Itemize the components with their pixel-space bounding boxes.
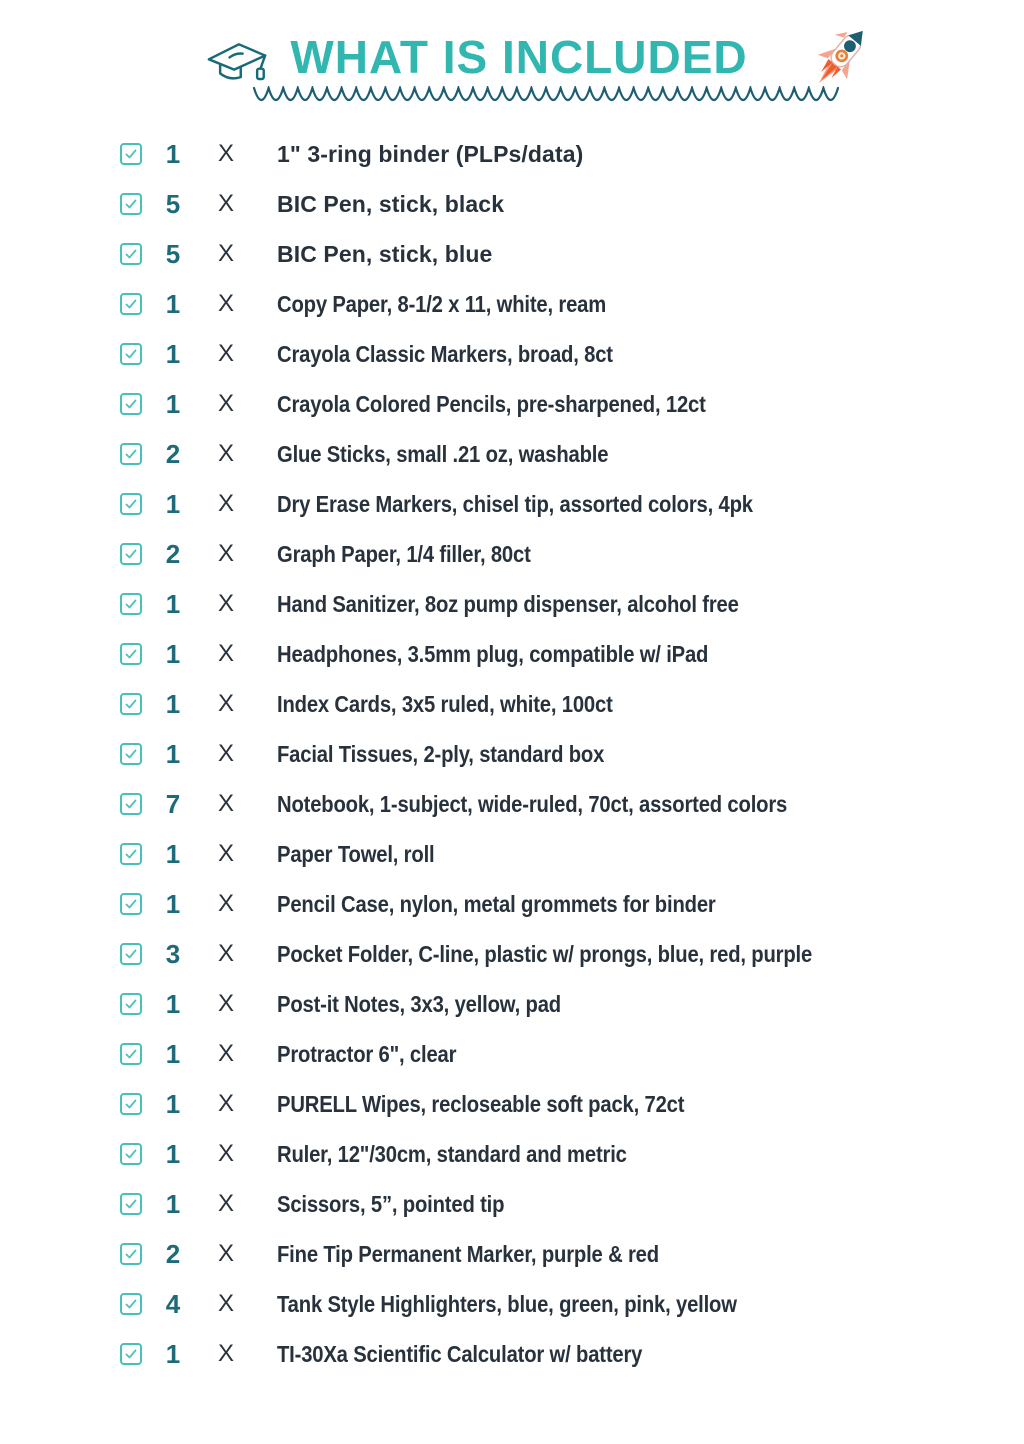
item-x: X — [217, 790, 234, 817]
checkmark-icon — [124, 697, 138, 711]
item-label: Post-it Notes, 3x3, yellow, pad — [277, 990, 561, 1017]
list-item — [0, 1029, 1024, 1079]
item-quantity: 2 — [165, 438, 181, 469]
item-checkbox — [120, 593, 142, 615]
list-item — [0, 629, 1024, 679]
item-checkbox — [120, 943, 142, 965]
item-checkbox — [120, 243, 142, 265]
item-checkbox — [120, 993, 142, 1015]
item-x: X — [217, 1040, 234, 1067]
item-x: X — [217, 1240, 234, 1267]
checkmark-icon — [124, 1297, 138, 1311]
item-checkbox — [120, 643, 142, 665]
item-label: PURELL Wipes, recloseable soft pack, 72ct — [277, 1090, 685, 1117]
item-label: BIC Pen, stick, blue — [277, 240, 493, 267]
item-quantity: 1 — [165, 338, 181, 369]
checkmark-icon — [124, 797, 138, 811]
item-x: X — [217, 690, 234, 717]
item-quantity: 1 — [165, 988, 181, 1019]
list-item — [0, 229, 1024, 279]
item-label: Headphones, 3.5mm plug, compatible w/ iPad — [277, 640, 709, 667]
item-label: Index Cards, 3x5 ruled, white, 100ct — [277, 690, 613, 717]
item-checkbox — [120, 793, 142, 815]
item-quantity: 3 — [165, 938, 181, 969]
item-quantity: 1 — [165, 838, 181, 869]
list-item — [0, 1129, 1024, 1179]
item-checkbox — [120, 143, 142, 165]
checkmark-icon — [124, 947, 138, 961]
item-x: X — [217, 590, 234, 617]
item-label: Copy Paper, 8-1/2 x 11, white, ream — [277, 290, 607, 317]
item-quantity: 1 — [165, 488, 181, 519]
item-x: X — [217, 1290, 234, 1317]
item-checkbox — [120, 743, 142, 765]
checkmark-icon — [124, 497, 138, 511]
item-label: Fine Tip Permanent Marker, purple & red — [277, 1240, 659, 1267]
item-label: Ruler, 12"/30cm, standard and metric — [277, 1140, 627, 1167]
checkmark-icon — [124, 297, 138, 311]
item-label: Graph Paper, 1/4 filler, 80ct — [277, 540, 531, 567]
checkmark-icon — [124, 747, 138, 761]
item-x: X — [217, 740, 234, 767]
wave-divider — [253, 86, 839, 104]
item-label: Tank Style Highlighters, blue, green, pink, yellow — [277, 1290, 737, 1317]
checkmark-icon — [124, 1147, 138, 1161]
checkmark-icon — [124, 1247, 138, 1261]
page-title: WHAT IS INCLUDED — [290, 31, 748, 83]
item-label: Scissors, 5”, pointed tip — [277, 1190, 505, 1217]
item-label: Paper Towel, roll — [277, 840, 435, 867]
item-quantity: 1 — [165, 888, 181, 919]
checkmark-icon — [124, 847, 138, 861]
item-label: Hand Sanitizer, 8oz pump dispenser, alcohol free — [277, 590, 739, 617]
list-item — [0, 329, 1024, 379]
item-x: X — [217, 840, 234, 867]
item-checkbox — [120, 1193, 142, 1215]
list-item — [0, 1329, 1024, 1379]
checkmark-icon — [124, 397, 138, 411]
item-quantity: 1 — [165, 688, 181, 719]
item-quantity: 1 — [165, 1038, 181, 1069]
checkmark-icon — [124, 597, 138, 611]
list-item — [0, 479, 1024, 529]
checkmark-icon — [124, 1197, 138, 1211]
item-quantity: 5 — [165, 238, 181, 269]
item-x: X — [217, 1190, 234, 1217]
item-checkbox — [120, 1243, 142, 1265]
item-checkbox — [120, 443, 142, 465]
item-checkbox — [120, 1343, 142, 1365]
checkmark-icon — [124, 1347, 138, 1361]
item-x: X — [217, 540, 234, 567]
item-quantity: 1 — [165, 1088, 181, 1119]
item-quantity: 1 — [165, 138, 181, 169]
item-label: Facial Tissues, 2-ply, standard box — [277, 740, 605, 767]
item-label: Glue Sticks, small .21 oz, washable — [277, 440, 609, 467]
item-checkbox — [120, 693, 142, 715]
item-x: X — [217, 340, 234, 367]
list-item — [0, 829, 1024, 879]
checkmark-icon — [124, 647, 138, 661]
item-quantity: 1 — [165, 588, 181, 619]
item-quantity: 2 — [165, 1238, 181, 1269]
item-quantity: 2 — [165, 538, 181, 569]
list-item — [0, 979, 1024, 1029]
item-label: Crayola Colored Pencils, pre-sharpened, 12ct — [277, 390, 706, 417]
list-item — [0, 1179, 1024, 1229]
item-x: X — [217, 240, 234, 267]
item-x: X — [217, 890, 234, 917]
item-quantity: 1 — [165, 288, 181, 319]
item-label: Dry Erase Markers, chisel tip, assorted colors, 4pk — [277, 490, 753, 517]
item-x: X — [217, 640, 234, 667]
item-checkbox — [120, 1293, 142, 1315]
item-checkbox — [120, 843, 142, 865]
checkmark-icon — [124, 1047, 138, 1061]
item-x: X — [217, 490, 234, 517]
list-item — [0, 929, 1024, 979]
supply-list — [0, 129, 1024, 1379]
item-quantity: 1 — [165, 1188, 181, 1219]
item-quantity: 1 — [165, 738, 181, 769]
item-checkbox — [120, 543, 142, 565]
item-x: X — [217, 190, 234, 217]
item-checkbox — [120, 893, 142, 915]
list-item — [0, 729, 1024, 779]
list-item — [0, 129, 1024, 179]
item-label: 1" 3-ring binder (PLPs/data) — [277, 140, 584, 167]
item-quantity: 1 — [165, 388, 181, 419]
item-checkbox — [120, 1043, 142, 1065]
list-item — [0, 779, 1024, 829]
item-checkbox — [120, 1143, 142, 1165]
item-checkbox — [120, 393, 142, 415]
checkmark-icon — [124, 147, 138, 161]
item-checkbox — [120, 493, 142, 515]
item-label: Crayola Classic Markers, broad, 8ct — [277, 340, 613, 367]
list-item — [0, 1279, 1024, 1329]
item-quantity: 7 — [165, 788, 181, 819]
list-item — [0, 579, 1024, 629]
item-x: X — [217, 990, 234, 1017]
checkmark-icon — [124, 197, 138, 211]
item-quantity: 1 — [165, 1138, 181, 1169]
list-item — [0, 1229, 1024, 1279]
item-checkbox — [120, 1093, 142, 1115]
checkmark-icon — [124, 547, 138, 561]
item-x: X — [217, 1340, 234, 1367]
list-item — [0, 529, 1024, 579]
item-x: X — [217, 940, 234, 967]
item-x: X — [217, 1140, 234, 1167]
item-quantity: 4 — [165, 1288, 181, 1319]
checkmark-icon — [124, 897, 138, 911]
item-x: X — [217, 440, 234, 467]
checkmark-icon — [124, 447, 138, 461]
item-label: TI-30Xa Scientific Calculator w/ battery — [277, 1340, 643, 1367]
item-quantity: 1 — [165, 1338, 181, 1369]
checkmark-icon — [124, 247, 138, 261]
checkmark-icon — [124, 1097, 138, 1111]
item-quantity: 5 — [165, 188, 181, 219]
item-checkbox — [120, 193, 142, 215]
item-label: Protractor 6", clear — [277, 1040, 457, 1067]
item-label: BIC Pen, stick, black — [277, 190, 505, 217]
checkmark-icon — [124, 347, 138, 361]
item-x: X — [217, 390, 234, 417]
checkmark-icon — [124, 997, 138, 1011]
item-x: X — [217, 1090, 234, 1117]
item-label: Notebook, 1-subject, wide-ruled, 70ct, assorted colors — [277, 790, 788, 817]
item-checkbox — [120, 343, 142, 365]
list-item — [0, 429, 1024, 479]
item-x: X — [217, 290, 234, 317]
list-item — [0, 279, 1024, 329]
list-item — [0, 379, 1024, 429]
list-item — [0, 179, 1024, 229]
item-x: X — [217, 140, 234, 167]
list-item — [0, 879, 1024, 929]
item-quantity: 1 — [165, 638, 181, 669]
list-item — [0, 1079, 1024, 1129]
item-label: Pencil Case, nylon, metal grommets for binder — [277, 890, 716, 917]
item-label: Pocket Folder, C-line, plastic w/ prongs, blue, red, purple — [277, 940, 813, 967]
list-item — [0, 679, 1024, 729]
item-checkbox — [120, 293, 142, 315]
